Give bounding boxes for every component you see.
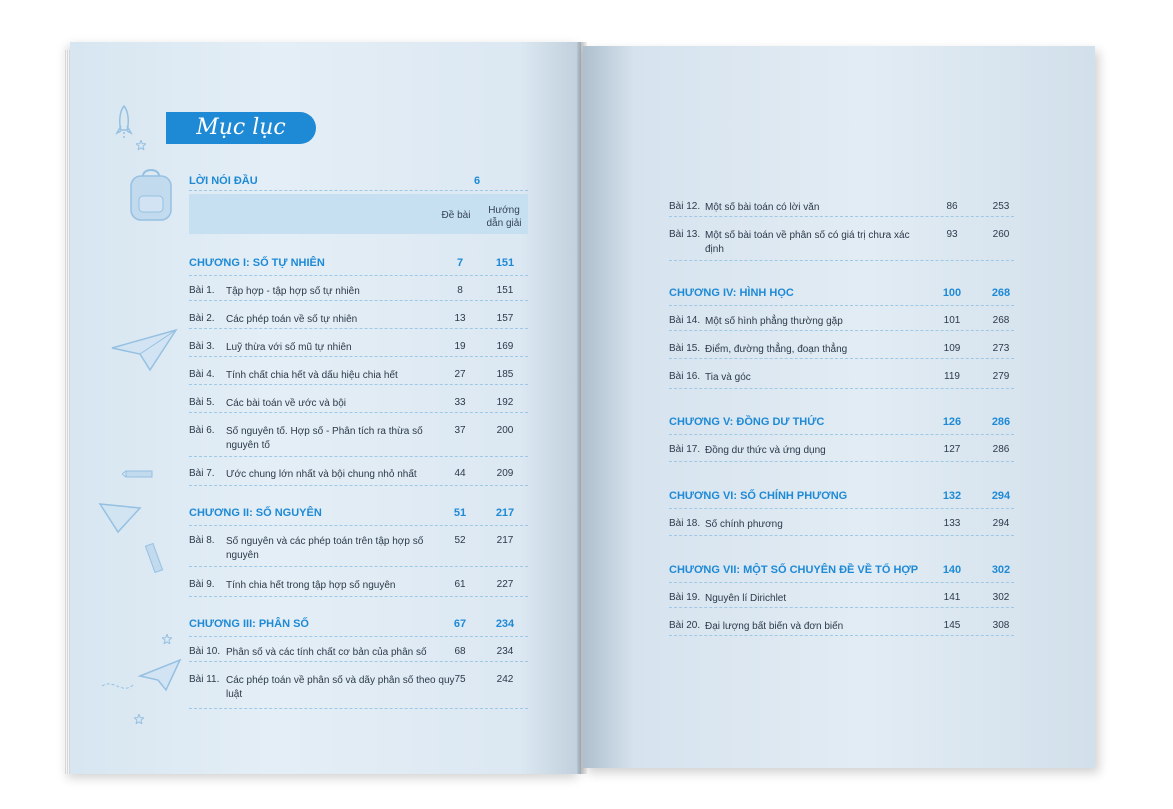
divider (669, 607, 1014, 608)
lesson-row (189, 579, 528, 595)
solution-page: 227 (496, 579, 514, 590)
chapter-row (669, 287, 1014, 303)
lesson-row (669, 229, 1014, 261)
exercise-page: 140 (942, 564, 962, 576)
col-solutions-header-line2: dẫn giải (486, 218, 522, 229)
lesson-title: Nguyên lí Dirichlet (705, 593, 787, 604)
lesson-number: Bài 15. (669, 343, 701, 354)
solution-page: 169 (496, 341, 514, 352)
paper-plane-icon (110, 328, 178, 372)
star-icon (162, 634, 172, 644)
lesson-row (669, 592, 1014, 608)
exercise-page: 67 (453, 618, 467, 630)
exercise-page: 119 (944, 371, 960, 382)
divider (189, 412, 528, 413)
divider (189, 708, 528, 709)
chapter-title: CHƯƠNG IV: HÌNH HỌC (669, 287, 794, 299)
lesson-row (189, 535, 528, 567)
divider (669, 582, 1014, 583)
divider (669, 260, 1014, 261)
divider (189, 636, 528, 637)
toc-title: Mục lục (166, 112, 316, 144)
divider (189, 485, 528, 486)
lesson-number: Bài 4. (189, 369, 215, 380)
lesson-title: Một số bài toán về phân số có giá trị chưa xác định (705, 230, 910, 255)
solution-page: 185 (496, 369, 514, 380)
divider (189, 661, 528, 662)
lesson-number: Bài 13. (669, 229, 701, 240)
exercise-page: 7 (456, 257, 464, 269)
divider (189, 300, 528, 301)
lesson-title: Phân số và các tính chất cơ bản của phân số (226, 647, 427, 658)
solution-page: 286 (992, 444, 1010, 455)
lesson-title: Một số hình phẳng thường gặp (705, 316, 843, 327)
lesson-number: Bài 1. (189, 285, 215, 296)
exercise-page: 132 (942, 490, 962, 502)
solution-page: 217 (495, 507, 515, 519)
lesson-title: Số nguyên và các phép toán trên tập hợp số nguyên (226, 536, 424, 561)
divider (189, 328, 528, 329)
solution-page: 217 (496, 535, 514, 546)
divider (669, 635, 1014, 636)
solution-page: 151 (495, 257, 515, 269)
lesson-row (669, 201, 1014, 217)
lesson-row (669, 620, 1014, 636)
solution-page: 279 (992, 371, 1010, 382)
star-icon (136, 140, 146, 150)
solution-page: 234 (495, 618, 515, 630)
chapter-row (669, 564, 1014, 580)
lesson-number: Bài 12. (669, 201, 701, 212)
exercise-page: 13 (454, 313, 466, 324)
lesson-number: Bài 19. (669, 592, 701, 603)
backpack-icon (125, 166, 177, 222)
lesson-number: Bài 18. (669, 518, 701, 529)
chapter-title: CHƯƠNG VII: MỘT SỐ CHUYÊN ĐỀ VỀ TỔ HỢP (669, 564, 919, 576)
lesson-title: Tập hợp - tập hợp số tự nhiên (226, 286, 360, 297)
lesson-row (189, 646, 528, 662)
exercise-page: 100 (942, 287, 962, 299)
divider (669, 388, 1014, 389)
divider (189, 275, 528, 276)
exercise-page: 93 (946, 229, 958, 240)
solution-page: 273 (992, 343, 1010, 354)
exercise-page: 127 (943, 444, 961, 455)
lesson-title: Các phép toán về phân số và dãy phân số theo quy luật (226, 675, 455, 700)
solution-page: 268 (991, 287, 1011, 299)
exercise-page: 145 (943, 620, 961, 631)
lesson-title: Tính chia hết trong tập hợp số nguyên (226, 580, 396, 591)
exercise-page: 75 (454, 674, 466, 685)
exercise-page: 141 (943, 592, 961, 603)
divider (189, 525, 528, 526)
divider (189, 596, 528, 597)
solution-page: 200 (496, 425, 514, 436)
solution-page: 302 (992, 592, 1010, 603)
solution-page: 294 (992, 518, 1010, 529)
preface-label: LỜI NÓI ĐẦU (189, 175, 258, 187)
chapter-row (189, 618, 528, 634)
lesson-title: Đồng dư thức và ứng dụng (705, 445, 826, 456)
solution-page: 157 (496, 313, 514, 324)
chapter-row (669, 490, 1014, 506)
solution-page: 268 (992, 315, 1010, 326)
pencil-icon (122, 468, 156, 480)
lesson-row (669, 343, 1014, 359)
lesson-number: Bài 14. (669, 315, 701, 326)
solution-page: 209 (496, 468, 514, 479)
lesson-row (669, 444, 1014, 460)
lesson-row (669, 315, 1014, 331)
chapter-title: CHƯƠNG II: SỐ NGUYÊN (189, 507, 322, 519)
solution-page: 286 (991, 416, 1011, 428)
lesson-row (669, 371, 1014, 387)
divider (669, 358, 1014, 359)
solution-page: 260 (992, 229, 1010, 240)
col-solutions-header-line1: Hướng (488, 205, 520, 216)
exercise-page: 37 (454, 425, 466, 436)
lesson-title: Điểm, đường thẳng, đoạn thẳng (705, 344, 848, 355)
solution-page: 308 (992, 620, 1010, 631)
divider (669, 434, 1014, 435)
divider (669, 330, 1014, 331)
lesson-number: Bài 8. (189, 535, 215, 546)
exercise-page: 61 (454, 579, 466, 590)
lesson-title: Tia và góc (705, 372, 751, 383)
divider (189, 384, 528, 385)
exercise-page: 126 (942, 416, 962, 428)
lesson-number: Bài 17. (669, 444, 701, 455)
solution-page: 242 (496, 674, 514, 685)
divider (189, 566, 528, 567)
chapter-title: CHƯƠNG I: SỐ TỰ NHIÊN (189, 257, 325, 269)
divider (669, 508, 1014, 509)
lesson-number: Bài 6. (189, 425, 215, 436)
lesson-number: Bài 16. (669, 371, 701, 382)
chapter-row (189, 507, 528, 523)
lesson-title: Số chính phương (705, 519, 783, 530)
divider (669, 461, 1014, 462)
lesson-title: Luỹ thừa với số mũ tự nhiên (226, 342, 352, 353)
lesson-row (189, 674, 528, 706)
solution-page: 151 (496, 285, 514, 296)
pencil-icon (144, 542, 166, 582)
lesson-number: Bài 5. (189, 397, 215, 408)
solution-page: 192 (496, 397, 514, 408)
solution-page: 234 (496, 646, 514, 657)
solution-page: 302 (991, 564, 1011, 576)
lesson-title: Các bài toán về ước và bội (226, 398, 346, 409)
chapter-row (669, 416, 1014, 432)
column-header (189, 194, 528, 234)
lesson-row (189, 341, 528, 357)
rocket-icon (114, 104, 134, 144)
lesson-number: Bài 20. (669, 620, 701, 631)
lesson-row (189, 285, 528, 301)
lesson-row (189, 369, 528, 385)
divider (189, 356, 528, 357)
chapter-title: CHƯƠNG VI: SỐ CHÍNH PHƯƠNG (669, 490, 848, 502)
exercise-page: 51 (453, 507, 467, 519)
paper-plane-icon (98, 500, 142, 534)
lesson-row (189, 397, 528, 413)
exercise-page: 133 (943, 518, 961, 529)
chapter-title: CHƯƠNG V: ĐỒNG DƯ THỨC (669, 416, 825, 428)
exercise-page: 8 (457, 285, 463, 296)
lesson-number: Bài 10. (189, 646, 221, 657)
lesson-row (189, 468, 528, 484)
divider (669, 216, 1014, 217)
lesson-number: Bài 2. (189, 313, 215, 324)
lesson-row (189, 425, 528, 457)
lesson-number: Bài 7. (189, 468, 215, 479)
open-book (70, 42, 1095, 774)
exercise-page: 52 (454, 535, 466, 546)
lesson-row (189, 313, 528, 329)
exercise-page: 44 (454, 468, 466, 479)
divider (669, 305, 1014, 306)
divider (189, 190, 528, 191)
solution-page: 294 (991, 490, 1011, 502)
exercise-page: 33 (454, 397, 466, 408)
lesson-title: Số nguyên tố. Hợp số - Phân tích ra thừa số nguyên tố (226, 426, 423, 451)
exercise-page: 19 (454, 341, 466, 352)
lesson-title: Ước chung lớn nhất và bội chung nhỏ nhất (226, 469, 417, 480)
chapter-title: CHƯƠNG III: PHÂN SỐ (189, 618, 309, 630)
chapter-row (189, 257, 528, 273)
lesson-row (669, 518, 1014, 534)
exercise-page: 68 (454, 646, 466, 657)
lesson-title: Đại lượng bất biến và đơn biến (705, 621, 844, 632)
divider (189, 456, 528, 457)
right-page (583, 46, 1095, 768)
solution-page: 253 (992, 201, 1010, 212)
lesson-title: Một số bài toán có lời văn (705, 202, 820, 213)
left-page (70, 42, 581, 774)
lesson-title: Các phép toán về số tự nhiên (226, 314, 358, 325)
divider (669, 535, 1014, 536)
exercise-page: 27 (454, 369, 466, 380)
preface-page: 6 (474, 175, 481, 187)
lesson-number: Bài 9. (189, 579, 215, 590)
exercise-page: 86 (946, 201, 958, 212)
lesson-number: Bài 3. (189, 341, 215, 352)
exercise-page: 109 (943, 343, 961, 354)
exercise-page: 101 (943, 315, 961, 326)
star-icon (134, 714, 144, 724)
lesson-title: Tính chất chia hết và dấu hiệu chia hết (226, 370, 398, 381)
paper-plane-icon (100, 656, 182, 696)
col-exercises-header: Đề bài (441, 210, 471, 221)
lesson-number: Bài 11. (189, 674, 220, 685)
